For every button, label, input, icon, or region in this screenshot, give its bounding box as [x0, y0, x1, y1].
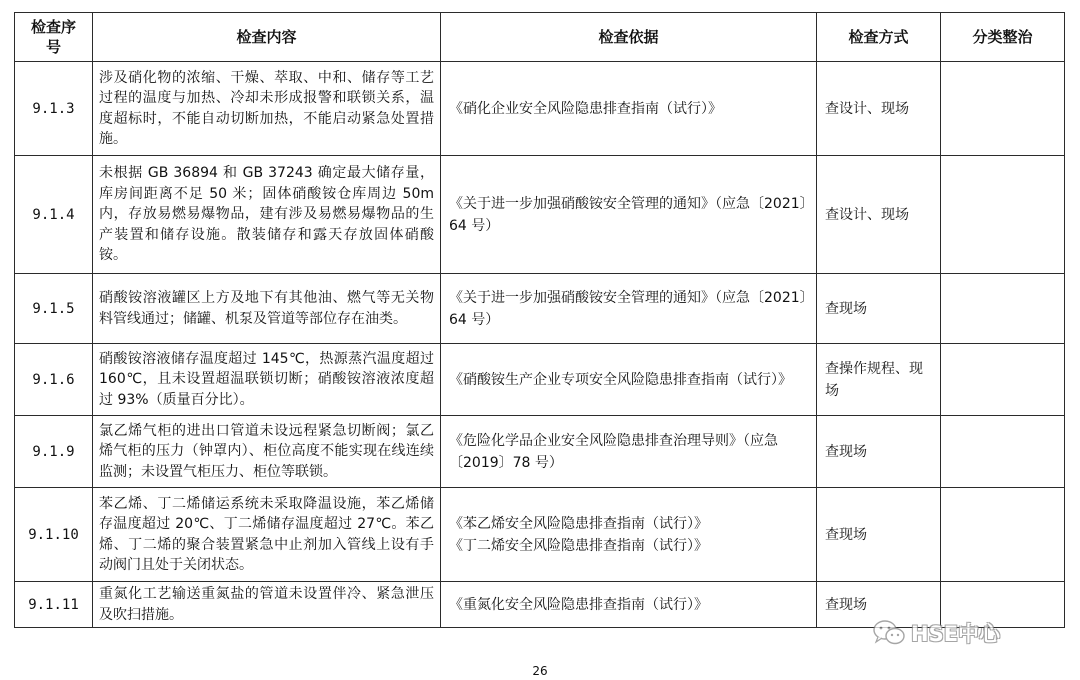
row-seq: 9.1.4 [15, 156, 93, 274]
row-method: 查现场 [817, 416, 941, 488]
row-method: 查现场 [817, 274, 941, 344]
row-rectify [941, 344, 1065, 416]
row-content: 未根据 GB 36894 和 GB 37243 确定最大储存量，库房间距离不足 50 米；固体硝酸铵仓库周边 50m 内，存放易燃易爆物品，建有涉及易燃易爆物品的生产装置和储存设施。散装储存和露天存放固体硝酸铵。 [93, 156, 441, 274]
row-content: 苯乙烯、丁二烯储运系统未采取降温设施，苯乙烯储存温度超过 20℃、丁二烯储存温度超过 27℃。苯乙烯、丁二烯的聚合装置紧急中止剂加入管线上设有手动阀门且处于关闭状态。 [93, 488, 441, 582]
header-rectify: 分类整治 [941, 13, 1065, 62]
row-seq: 9.1.10 [15, 488, 93, 582]
row-content: 氯乙烯气柜的进出口管道未设远程紧急切断阀；氯乙烯气柜的压力（钟罩内）、柜位高度不能实现在线连续监测；未设置气柜压力、柜位等联锁。 [93, 416, 441, 488]
table-row [15, 344, 1065, 416]
row-basis: 《关于进一步加强硝酸铵安全管理的通知》（应急〔2021〕64 号） [441, 156, 817, 274]
row-basis: 《危险化学品企业安全风险隐患排查治理导则》（应急〔2019〕78 号） [441, 416, 817, 488]
row-rectify [941, 416, 1065, 488]
row-content: 重氮化工艺输送重氮盐的管道未设置伴冷、紧急泄压及吹扫措施。 [93, 582, 441, 628]
header-basis: 检查依据 [441, 13, 817, 62]
header-seq: 检查序号 [15, 13, 93, 62]
row-content: 涉及硝化物的浓缩、干燥、萃取、中和、储存等工艺过程的温度与加热、冷却未形成报警和联锁关系，温度超标时，不能自动切断加热，不能启动紧急处置措施。 [93, 62, 441, 156]
table-header-row [15, 13, 1065, 62]
row-seq: 9.1.3 [15, 62, 93, 156]
wechat-icon [872, 619, 906, 647]
header-method: 检查方式 [817, 13, 941, 62]
row-basis: 《关于进一步加强硝酸铵安全管理的通知》（应急〔2021〕64 号） [441, 274, 817, 344]
row-rectify [941, 62, 1065, 156]
row-seq: 9.1.5 [15, 274, 93, 344]
watermark-text: HSE中心 [911, 622, 1001, 646]
table-row [15, 62, 1065, 156]
row-seq: 9.1.11 [15, 582, 93, 628]
row-rectify [941, 274, 1065, 344]
row-method: 查设计、现场 [817, 156, 941, 274]
watermark [872, 618, 1000, 648]
table-row [15, 274, 1065, 344]
table-row [15, 488, 1065, 582]
row-seq: 9.1.9 [15, 416, 93, 488]
row-method: 查设计、现场 [817, 62, 941, 156]
row-method: 查现场 [817, 488, 941, 582]
row-seq: 9.1.6 [15, 344, 93, 416]
row-basis: 《重氮化安全风险隐患排查指南（试行）》 [441, 582, 817, 628]
row-basis: 《硝酸铵生产企业专项安全风险隐患排查指南（试行）》 [441, 344, 817, 416]
row-basis: 《硝化企业安全风险隐患排查指南（试行）》 [441, 62, 817, 156]
row-method: 查操作规程、现场 [817, 344, 941, 416]
page-number: 26 [532, 664, 548, 678]
row-content: 硝酸铵溶液储存温度超过 145℃，热源蒸汽温度超过 160℃，且未设置超温联锁切断；硝酸铵溶液浓度超过 93%（质量百分比）。 [93, 344, 441, 416]
row-content: 硝酸铵溶液罐区上方及地下有其他油、燃气等无关物料管线通过；储罐、机泵及管道等部位存在油类。 [93, 274, 441, 344]
table-row [15, 416, 1065, 488]
table-row [15, 156, 1065, 274]
row-method: 查现场 [817, 582, 941, 628]
row-rectify [941, 488, 1065, 582]
row-basis: 《苯乙烯安全风险隐患排查指南（试行）》 《丁二烯安全风险隐患排查指南（试行）》 [441, 488, 817, 582]
inspection-table [14, 12, 1065, 628]
header-content: 检查内容 [93, 13, 441, 62]
row-rectify [941, 156, 1065, 274]
